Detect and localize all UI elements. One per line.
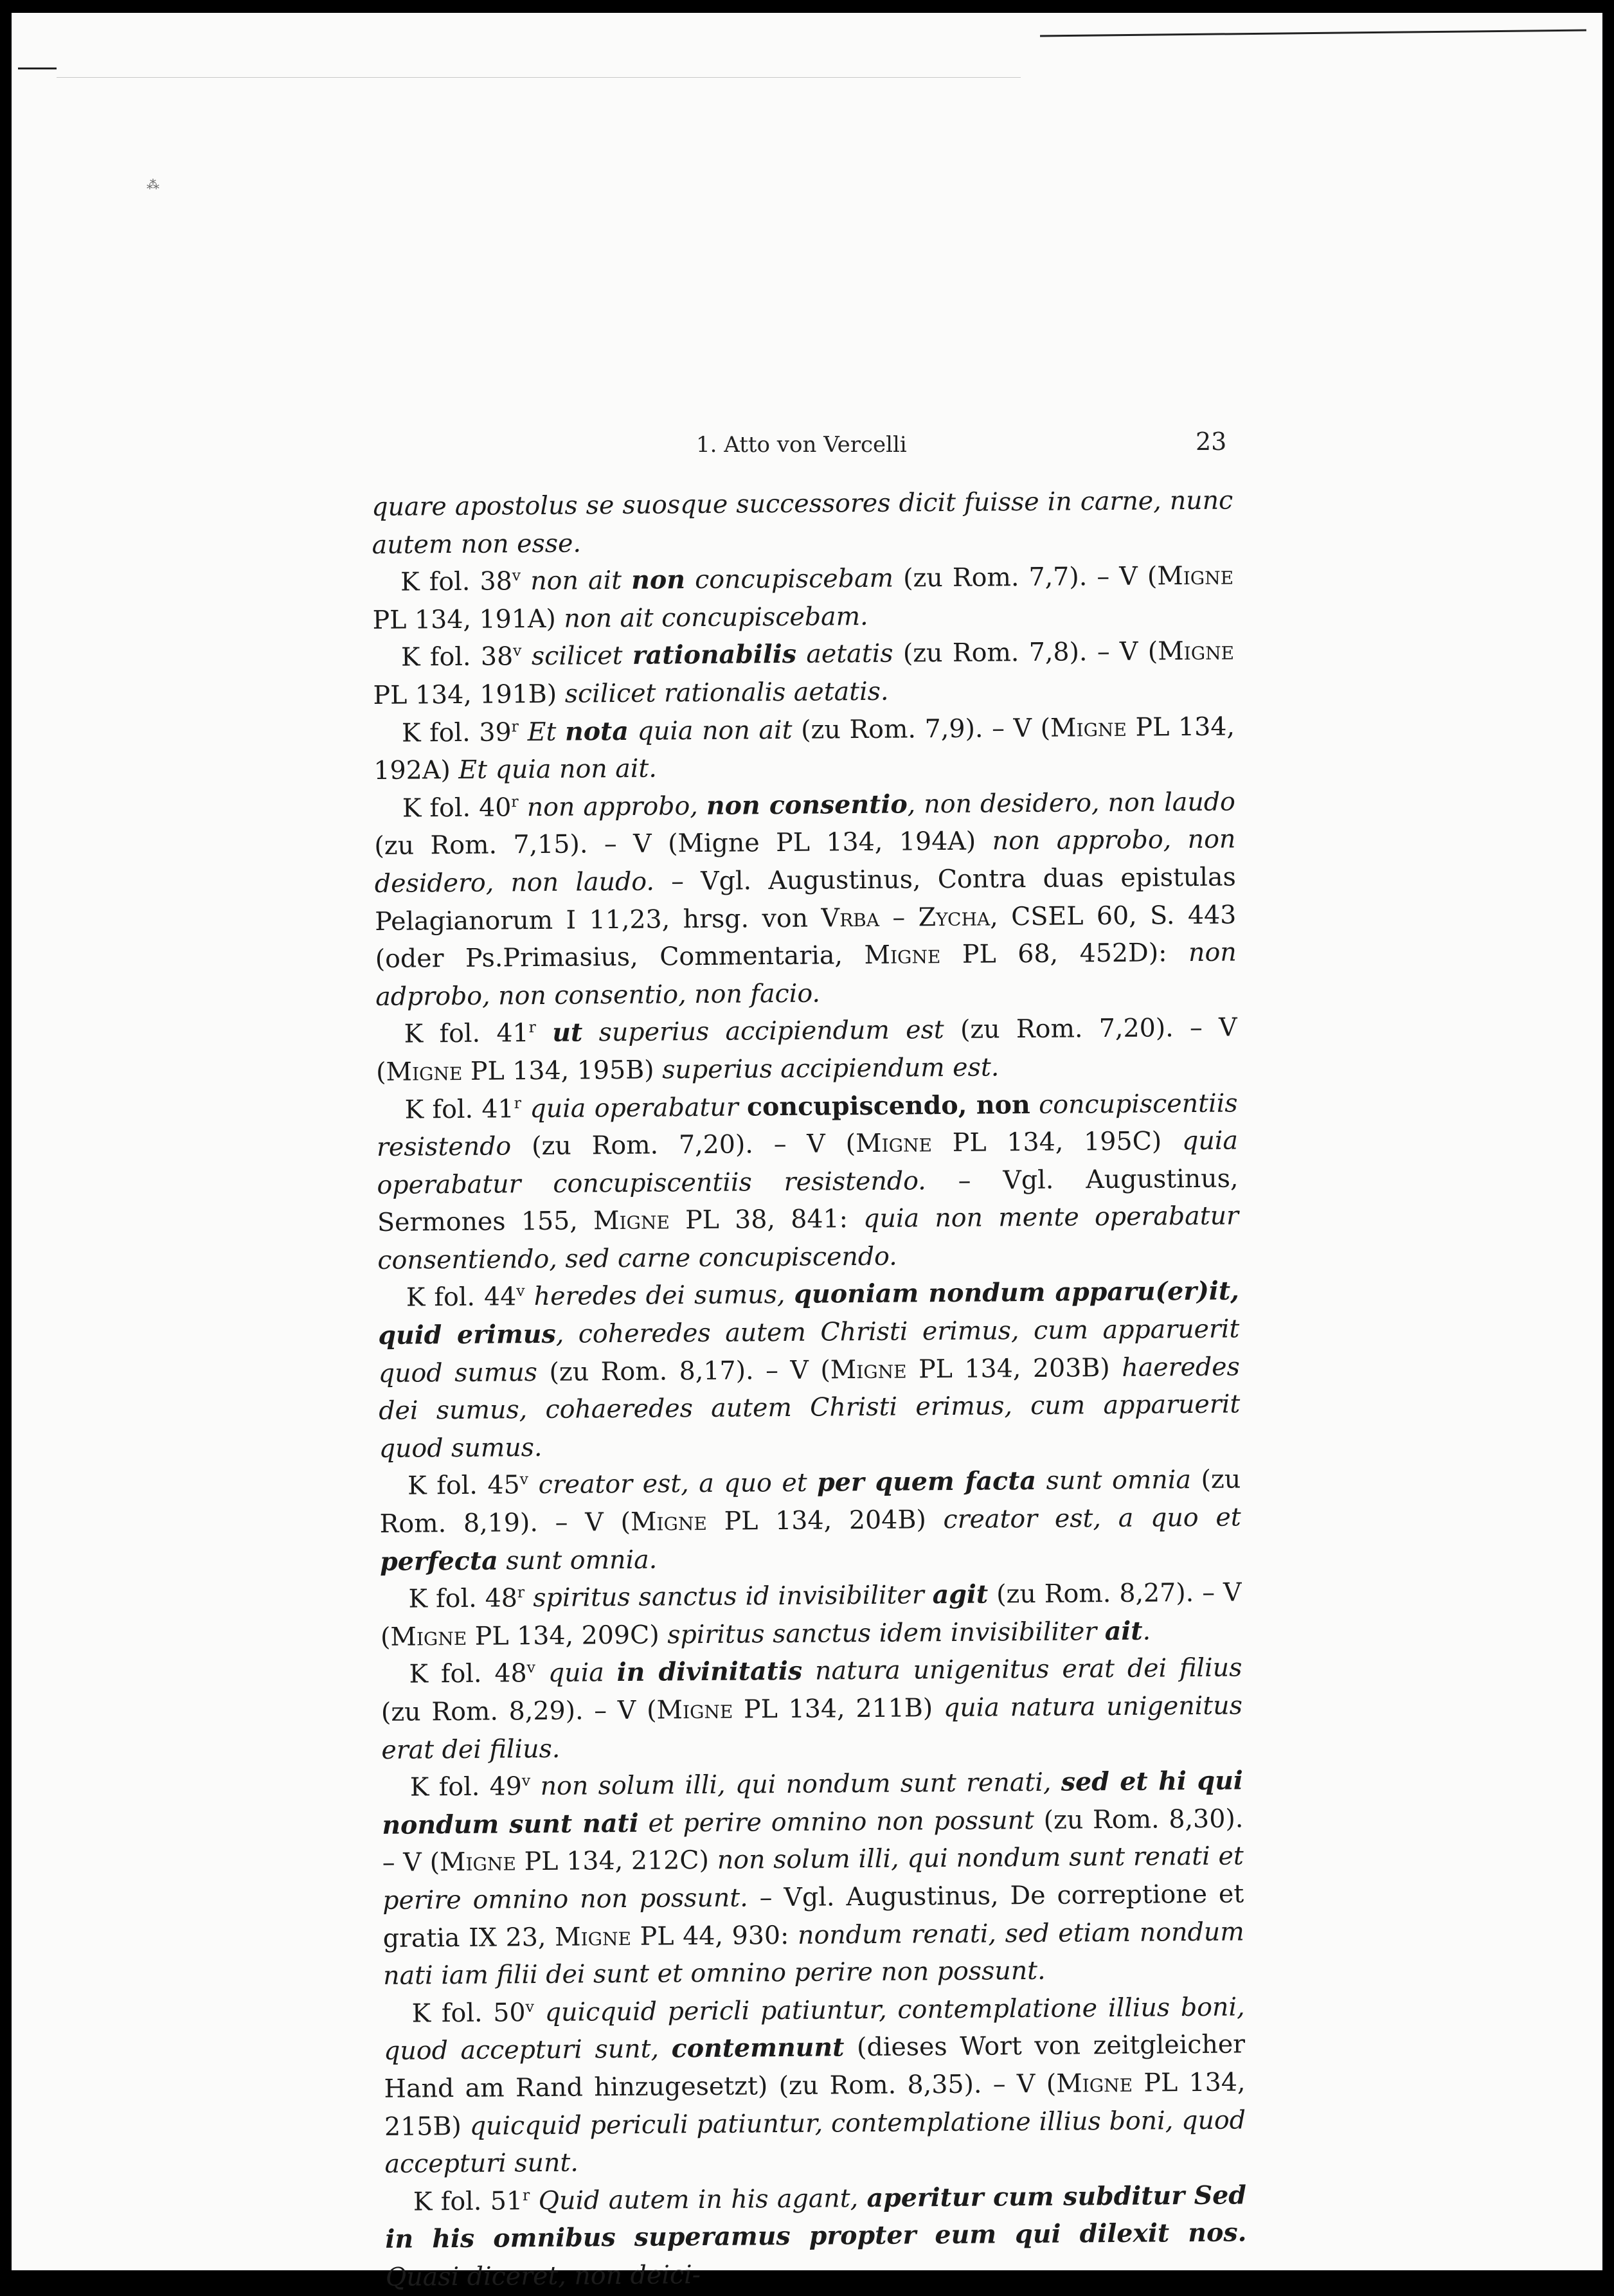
text-segment: v — [516, 1282, 525, 1300]
paragraph-entry — [375, 1009, 1237, 1091]
text-segment: Et — [527, 717, 566, 747]
text-segment: contemnunt — [671, 2032, 845, 2064]
text-segment: K fol. 41 — [404, 1018, 529, 1049]
text-segment: natura unigenitus erat dei filius — [802, 1653, 1242, 1687]
text-segment: (dieses Wort von zeitgleicher Hand am Rand hinzugesetzt) (zu Rom. 8,35). – V ( — [384, 2029, 1246, 2104]
text-segment: perfecta — [379, 1546, 498, 1577]
text-segment: , coheredes autem Christi erimus, cum apparuerit quod sumus — [378, 1314, 1240, 1388]
text-segment: Migne — [864, 940, 941, 971]
text-segment: quia non mente operabatur consentiendo, sed carne concupiscendo. — [377, 1201, 1239, 1275]
text-segment: non — [631, 565, 686, 596]
paragraph-entry — [373, 708, 1235, 790]
text-segment: PL 134, 212C) — [516, 1845, 717, 1877]
text-segment: PL 134, 204B) — [706, 1505, 944, 1536]
paragraph-entry — [374, 783, 1237, 1016]
text-segment: quia non ait — [628, 715, 793, 746]
scan-edge-mark — [18, 67, 57, 69]
text-segment: K fol. 51 — [413, 2185, 523, 2217]
text-segment: nota — [564, 716, 629, 747]
text-segment: Zycha — [918, 901, 991, 932]
text-segment — [525, 1282, 534, 1312]
text-segment: K fol. 38 — [400, 566, 512, 597]
text-segment — [521, 566, 530, 596]
text-segment: (zu Rom. 7,15). – V (Migne PL 134, 194A) — [374, 826, 992, 861]
text-segment: rationabilis — [632, 640, 797, 671]
text-segment: v — [525, 1997, 535, 2016]
text-segment: non ait concupiscebam. — [564, 601, 868, 634]
text-segment: PL 68, 452D): — [940, 938, 1189, 970]
text-segment: – Vgl. Augustinus, Contra duas epistulas Pelagianorum I 11,23, hrsg. von — [375, 862, 1236, 937]
text-segment: spiritus sanctus id invisibiliter — [533, 1580, 933, 1613]
text-segment: ait — [1104, 1616, 1143, 1646]
text-segment: creator est, a quo et — [538, 1468, 818, 1500]
text-segment: quicquid pericli patiuntur, contemplatione illius boni, quod accepturi sunt, — [383, 1992, 1245, 2067]
text-segment: nondum renati, sed etiam nondum nati iam filii dei sunt et omnino perire non possunt. — [382, 1916, 1244, 1991]
paragraph-entry — [376, 1084, 1239, 1279]
text-segment: (zu Rom. 7,20). – V ( — [511, 1129, 856, 1161]
text-segment: Migne — [656, 1694, 733, 1725]
scanned-page — [12, 13, 1602, 2292]
paragraph-entry — [373, 632, 1235, 715]
text-segment — [521, 641, 532, 671]
text-segment: K fol. 40 — [402, 793, 512, 823]
text-segment: PL 134, 215B) — [384, 2067, 1246, 2142]
text-segment: v — [526, 1658, 536, 1677]
text-segment: Migne — [439, 1847, 517, 1878]
text-segment: r — [511, 717, 519, 735]
text-segment: Et quia non ait. — [458, 753, 658, 785]
text-segment: (zu Rom. 8,27). – V ( — [380, 1577, 1242, 1652]
text-segment: non solum illi, qui nondum sunt renati, — [540, 1767, 1061, 1802]
text-segment: (zu Rom. 8,30). – V ( — [382, 1804, 1244, 1878]
text-segment: et perire omnino non possunt — [638, 1805, 1035, 1838]
text-segment: PL 134, 191A) — [372, 604, 564, 635]
text-segment: concupiscentiis resistendo — [376, 1088, 1238, 1163]
text-segment: Migne — [1050, 712, 1127, 743]
text-segment: quare apostolus se suosque successores dicit fuisse in carne, nunc autem non esse. — [372, 485, 1233, 560]
text-segment: (zu Rom. 7,20). – V ( — [375, 1012, 1237, 1087]
text-segment: v — [519, 1470, 529, 1489]
text-segment — [519, 793, 527, 822]
text-segment — [535, 1658, 548, 1688]
text-segment: superius accipiendum est. — [661, 1052, 1000, 1085]
text-segment: PL 134, 211B) — [733, 1693, 944, 1725]
text-segment: K fol. 41 — [404, 1093, 514, 1125]
paragraph-entry — [383, 1988, 1246, 2183]
paragraph-entry — [380, 1574, 1242, 1656]
text-segment — [530, 2186, 539, 2216]
scan-edge-rule — [1040, 30, 1586, 37]
text-segment: quia operabatur concupiscentiis resistendo. — [377, 1126, 1239, 1200]
text-segment: v — [512, 641, 522, 660]
text-segment: (zu Rom. 8,19). – V ( — [379, 1464, 1241, 1539]
text-segment: in divinitatis — [616, 1656, 803, 1688]
text-segment: – Vgl. Augustinus, Sermones 155, — [377, 1163, 1239, 1238]
text-segment — [519, 717, 528, 747]
text-segment: concupiscendo, non — [746, 1090, 1030, 1122]
text-segment: non approbo, — [526, 791, 707, 822]
text-segment: aetatis — [796, 639, 893, 670]
paragraph-continuation — [372, 481, 1233, 564]
text-segment: K fol. 45 — [408, 1470, 520, 1502]
text-segment: non approbo, non desidero, non laudo. — [374, 824, 1236, 899]
text-segment: Migne — [1158, 636, 1235, 667]
text-segment: v — [512, 566, 521, 585]
text-segment: Migne — [1157, 561, 1234, 591]
text-segment: , non desidero, non laudo — [907, 787, 1236, 820]
paragraph-entry — [381, 1649, 1242, 1769]
text-segment: – Vgl. Augustinus, De correptione et gratia IX 23, — [382, 1879, 1244, 1953]
text-segment: Quid autem in his agant, — [538, 2183, 867, 2216]
text-segment: Migne — [855, 1128, 933, 1159]
text-segment: non consentio — [706, 789, 908, 821]
text-segment: (zu Rom. 8,29). – V ( — [381, 1695, 657, 1727]
text-segment: K fol. 38 — [400, 641, 514, 673]
text-segment: aperitur cum subditur Sed in his omnibus superamus propter eum qui dilexit nos. — [385, 2180, 1247, 2255]
text-segment: quoniam nondum apparu(er)it, quid erimus — [378, 1276, 1240, 1351]
text-segment: PL 134, 209C) — [467, 1620, 668, 1651]
page-number: 23 — [1196, 427, 1227, 456]
text-segment: Migne — [630, 1506, 707, 1537]
text-segment: non ait — [530, 566, 632, 596]
text-segment: v — [521, 1771, 531, 1790]
text-segment: K fol. 44 — [406, 1282, 517, 1313]
paragraph-entry — [372, 557, 1234, 640]
text-segment: r — [528, 1018, 537, 1037]
text-segment — [521, 1094, 530, 1124]
text-segment: (zu Rom. 8,17). – V ( — [537, 1355, 830, 1387]
text-segment: sunt omnia — [1036, 1465, 1192, 1496]
text-segment: superius accipiendum est — [582, 1015, 944, 1048]
text-segment: K fol. 48 — [408, 1583, 518, 1614]
text-segment: quicquid periculi patiuntur, contemplatione illius boni, quod accepturi sunt. — [384, 2104, 1246, 2180]
text-segment: K fol. 39 — [401, 717, 512, 748]
text-segment: , CSEL 60, S. 443 (oder Ps.Primasius, Commentaria, — [375, 899, 1237, 974]
text-segment: r — [514, 1093, 522, 1112]
text-segment: Migne — [593, 1205, 670, 1236]
text-segment: haeredes dei sumus, cohaeredes autem Christi erimus, cum apparuerit quod sumus. — [379, 1352, 1241, 1464]
text-segment: (zu Rom. 7,9). – V ( — [792, 713, 1051, 745]
paragraph-entry — [378, 1273, 1241, 1467]
text-segment: quia operabatur — [530, 1091, 748, 1124]
text-segment: Migne — [554, 1921, 632, 1952]
text-segment: per quem facta — [817, 1466, 1037, 1498]
text-segment — [528, 1470, 539, 1500]
text-segment: Migne — [390, 1621, 467, 1652]
text-segment: Migne — [830, 1354, 907, 1385]
text-segment: heredes dei sumus, — [534, 1280, 794, 1312]
text-segment: . — [1142, 1616, 1151, 1646]
text-segment: quia — [548, 1658, 617, 1689]
text-segment: Quasi diceret, non deici- — [385, 2259, 701, 2292]
text-segment: quia natura unigenitus erat dei filius. — [381, 1691, 1243, 1765]
text-segment: non adprobo, non consentio, non facio. — [375, 937, 1237, 1012]
paragraph-entry — [382, 1762, 1245, 1995]
text-segment: r — [517, 1583, 525, 1602]
text-segment: concupiscebam — [685, 563, 894, 595]
text-segment: Migne — [386, 1056, 463, 1087]
paragraph-entry — [385, 2176, 1247, 2296]
scan-faint-line — [57, 77, 1021, 78]
text-segment: (zu Rom. 7,8). – V ( — [893, 636, 1158, 669]
text-segment: K fol. 50 — [411, 1997, 526, 2029]
paragraph-entry — [379, 1461, 1241, 1581]
text-segment: (zu Rom. 7,7). – V ( — [893, 561, 1158, 593]
text-segment: PL 134, 195C) — [931, 1126, 1183, 1158]
text-segment: sunt omnia. — [498, 1545, 658, 1576]
text-segment: Migne — [1056, 2068, 1133, 2099]
text-segment: PL 44, 930: — [631, 1920, 798, 1951]
text-segment: r — [522, 2185, 530, 2204]
text-segment: r — [511, 792, 519, 811]
text-segment: sed et hi qui nondum sunt nati — [382, 1766, 1244, 1840]
text-segment: PL 134, 195B) — [462, 1055, 663, 1086]
text-segment: scilicet — [531, 641, 633, 672]
text-segment: PL 134, 203B) — [906, 1352, 1122, 1385]
text-segment — [536, 1018, 553, 1048]
text-segment: spiritus sanctus idem invisibiliter — [667, 1616, 1105, 1650]
text-segment: K fol. 48 — [409, 1658, 527, 1690]
text-segment — [530, 1771, 541, 1801]
text-segment: Vrba — [821, 902, 880, 933]
text-segment: ut — [552, 1018, 583, 1048]
text-segment: K fol. 49 — [409, 1771, 523, 1802]
text-segment: agit — [932, 1579, 989, 1610]
text-segment: PL 134, 192A) — [373, 712, 1235, 786]
text-segment: creator est, a quo et — [943, 1502, 1241, 1535]
text-segment — [525, 1583, 533, 1613]
body-text — [372, 481, 1247, 2296]
running-head: 1. Atto von Vercelli — [696, 432, 907, 458]
text-segment: PL 38, 841: — [669, 1204, 864, 1235]
text-segment: – — [879, 902, 919, 933]
text-segment: non solum illi, qui nondum sunt renati et perire omnino non possunt. — [382, 1841, 1244, 1915]
text-segment: PL 134, 191B) — [373, 679, 565, 710]
text-segment: scilicet rationalis aetatis. — [564, 676, 889, 709]
text-segment — [534, 1998, 545, 2027]
scan-speck: ⁂ — [147, 177, 159, 192]
